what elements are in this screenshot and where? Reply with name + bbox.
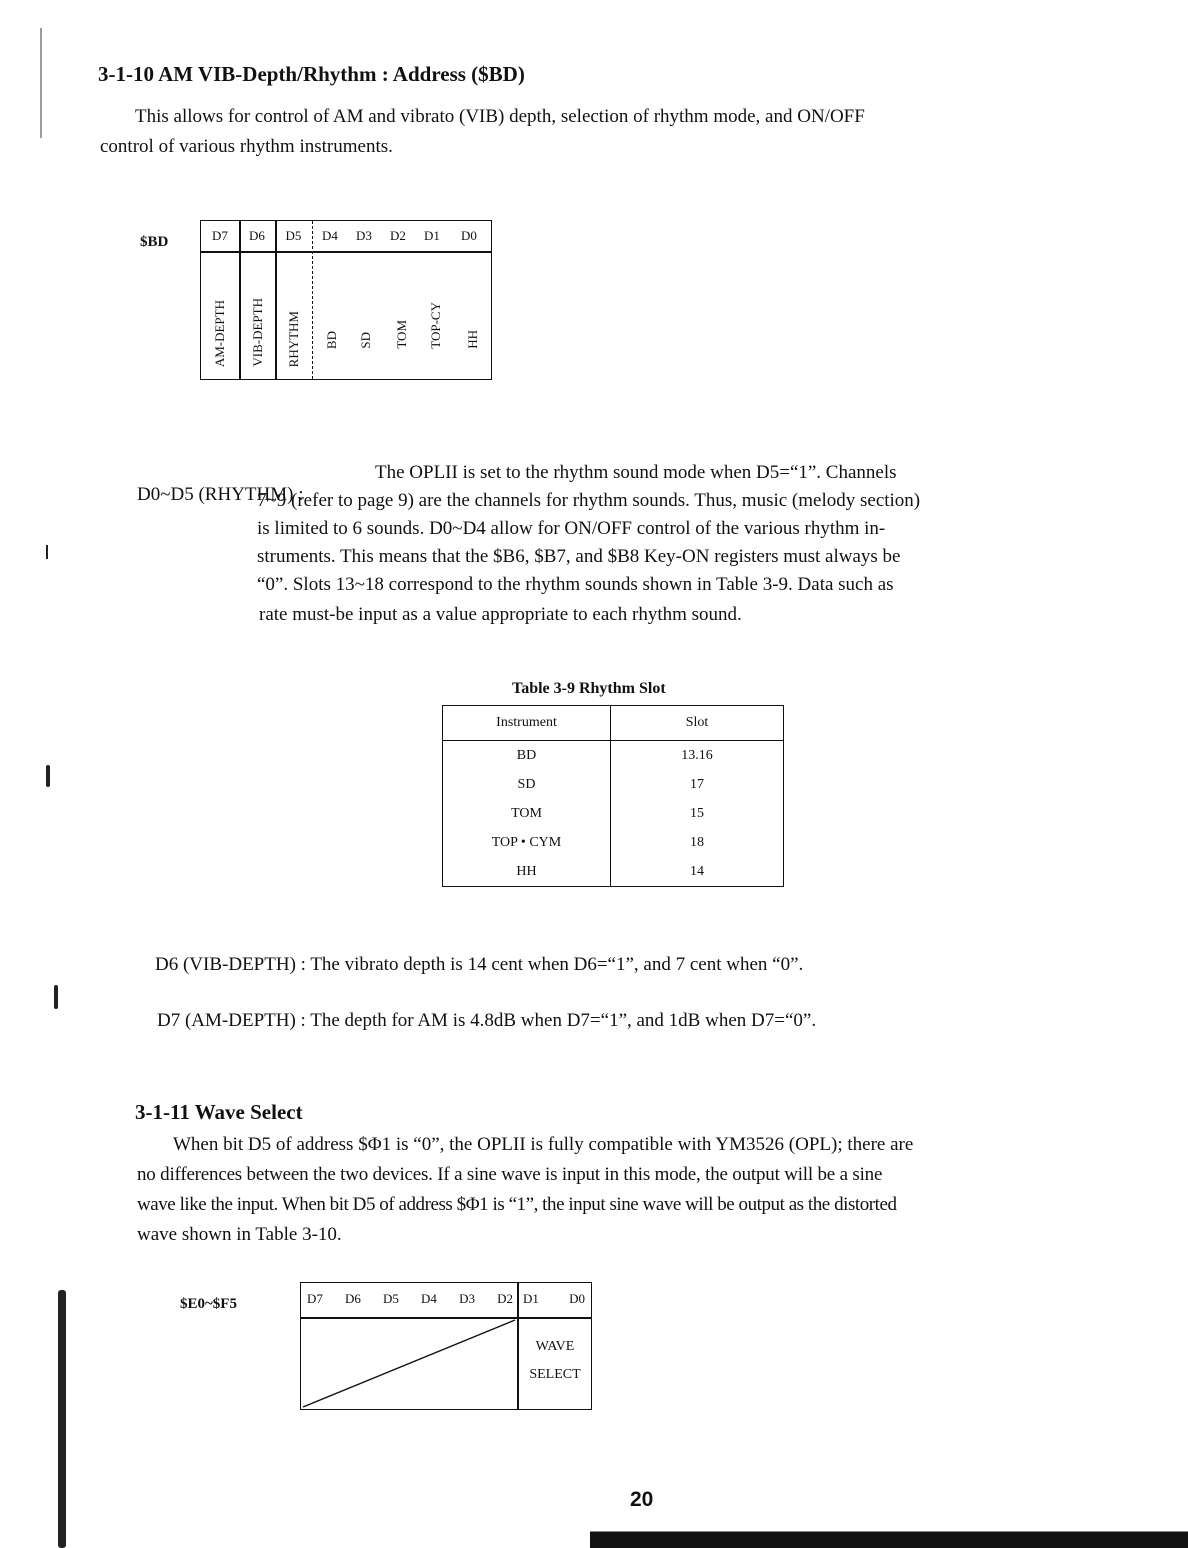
bit-d7: D7 bbox=[212, 228, 228, 243]
register-wave-label: $E0~$F5 bbox=[180, 1296, 237, 1312]
field-wave-select bbox=[519, 1333, 591, 1389]
register-wave-diagram bbox=[300, 1282, 592, 1410]
bit-d3: D3 bbox=[459, 1291, 475, 1306]
scan-mark bbox=[46, 545, 48, 559]
field-wave-label: WAVE bbox=[535, 1339, 575, 1354]
field-am-depth: AM-DEPTH bbox=[212, 299, 227, 367]
field-hh: HH bbox=[465, 330, 480, 349]
bit-d3: D3 bbox=[356, 228, 372, 243]
register-bd-diagram bbox=[200, 220, 492, 380]
bits-left-row bbox=[307, 1291, 513, 1307]
bit-d5: D5 bbox=[285, 228, 302, 243]
table-cell-instrument: TOP • CYM bbox=[443, 828, 611, 857]
register-bd-label: $BD bbox=[140, 234, 169, 250]
rhythm-def-term: D0~D5 (RHYTHM) : bbox=[137, 484, 304, 505]
bit-d6: D6 bbox=[249, 228, 265, 243]
bit-d1: D1 bbox=[523, 1291, 539, 1306]
table-cell-slot: 14 bbox=[690, 863, 704, 879]
scan-mark bbox=[40, 28, 42, 138]
table-cell-slot: 13.16 bbox=[681, 747, 713, 763]
rhythm-def-line-1: The OPLII is set to the rhythm sound mode when D5=“1”. Channels bbox=[375, 462, 897, 483]
table-row bbox=[443, 770, 783, 799]
bit-d0: D0 bbox=[569, 1291, 585, 1306]
table-3-9-caption: Table 3-9 Rhythm Slot bbox=[512, 680, 666, 697]
page-number: 20 bbox=[630, 1488, 654, 1511]
section-title-3-1-10: 3-1-10 AM VIB-Depth/Rhythm : Address ($BD) bbox=[98, 62, 525, 86]
table-row bbox=[443, 828, 783, 857]
rhythm-def-line-6: rate must-be input as a value appropriate to each rhythm sound. bbox=[259, 604, 742, 625]
section-title-3-1-11: 3-1-11 Wave Select bbox=[135, 1100, 303, 1124]
bit-d5: D5 bbox=[383, 1291, 399, 1306]
scan-mark bbox=[54, 985, 58, 1009]
bit-d0: D0 bbox=[461, 228, 477, 243]
field-rhythm: RHYTHM bbox=[286, 310, 301, 367]
bit-d6: D6 bbox=[345, 1291, 361, 1306]
table-header-instrument: Instrument bbox=[443, 706, 611, 741]
rhythm-def-line-3: is limited to 6 sounds. D0~D4 allow for ON/OFF control of the various rhythm in- bbox=[257, 518, 886, 539]
bit-d4: D4 bbox=[421, 1291, 437, 1306]
field-sd: SD bbox=[358, 332, 373, 349]
wave-line-1: When bit D5 of address $Φ1 is “0”, the OPLII is fully compatible with YM3526 (OPL); there are bbox=[173, 1134, 914, 1155]
field-top-cy: TOP-CY bbox=[428, 302, 443, 349]
field-tom: TOM bbox=[394, 320, 409, 349]
table-cell-instrument: BD bbox=[443, 741, 611, 771]
table-cell-slot: 18 bbox=[690, 834, 704, 850]
table-cell-instrument: HH bbox=[443, 857, 611, 886]
table-row bbox=[443, 741, 783, 771]
rhythm-def-line-5: “0”. Slots 13~18 correspond to the rhythm sounds shown in Table 3-9. Data such as bbox=[257, 574, 894, 595]
unused-bits-diagonal bbox=[301, 1318, 517, 1409]
field-select-label: SELECT bbox=[529, 1367, 581, 1382]
vib-depth-def: D6 (VIB-DEPTH) : The vibrato depth is 14 cent when D6=“1”, and 7 cent when “0”. bbox=[155, 954, 804, 975]
header-divider bbox=[201, 251, 491, 253]
intro-line-1: This allows for control of AM and vibrato (VIB) depth, selection of rhythm mode, and ON/OFF bbox=[135, 106, 865, 127]
table-header-row bbox=[443, 706, 783, 741]
field-vib-depth: VIB-DEPTH bbox=[250, 298, 265, 367]
table-row bbox=[443, 799, 783, 828]
intro-line-2: control of various rhythm instruments. bbox=[100, 136, 393, 157]
table-cell-slot: 17 bbox=[690, 776, 704, 792]
table-cell-slot: 15 bbox=[690, 805, 704, 821]
am-depth-def: D7 (AM-DEPTH) : The depth for AM is 4.8dB when D7=“1”, and 1dB when D7=“0”. bbox=[157, 1010, 817, 1031]
table-cell-instrument: TOM bbox=[443, 799, 611, 828]
scan-bottom-bar bbox=[590, 1526, 1188, 1548]
wave-line-2: no differences between the two devices. If a sine wave is input in this mode, the output will be a sine bbox=[137, 1164, 883, 1185]
bit-d7: D7 bbox=[307, 1291, 323, 1306]
bit-d2: D2 bbox=[390, 228, 406, 243]
bit-d1: D1 bbox=[424, 228, 440, 243]
bit-d2: D2 bbox=[497, 1291, 513, 1306]
wave-line-4: wave shown in Table 3-10. bbox=[137, 1224, 342, 1245]
scan-mark bbox=[46, 765, 50, 787]
wave-line-3: wave like the input. When bit D5 of address $Φ1 is “1”, the input sine wave will be output as the distorted bbox=[137, 1194, 897, 1215]
field-bd: BD bbox=[324, 330, 339, 349]
rhythm-def-line-2: 7~9 (refer to page 9) are the channels for rhythm sounds. Thus, music (melody section) bbox=[257, 490, 921, 511]
table-header-slot: Slot bbox=[611, 706, 784, 741]
diagonal-line bbox=[303, 1320, 515, 1407]
bit-d4: D4 bbox=[322, 228, 338, 243]
rhythm-def-line-4: struments. This means that the $B6, $B7, and $B8 Key-ON registers must always be bbox=[257, 546, 901, 567]
scan-mark bbox=[58, 1290, 66, 1548]
table-3-9 bbox=[442, 705, 784, 887]
bits-right-row bbox=[523, 1291, 585, 1307]
table-cell-instrument: SD bbox=[443, 770, 611, 799]
table-row bbox=[443, 857, 783, 886]
